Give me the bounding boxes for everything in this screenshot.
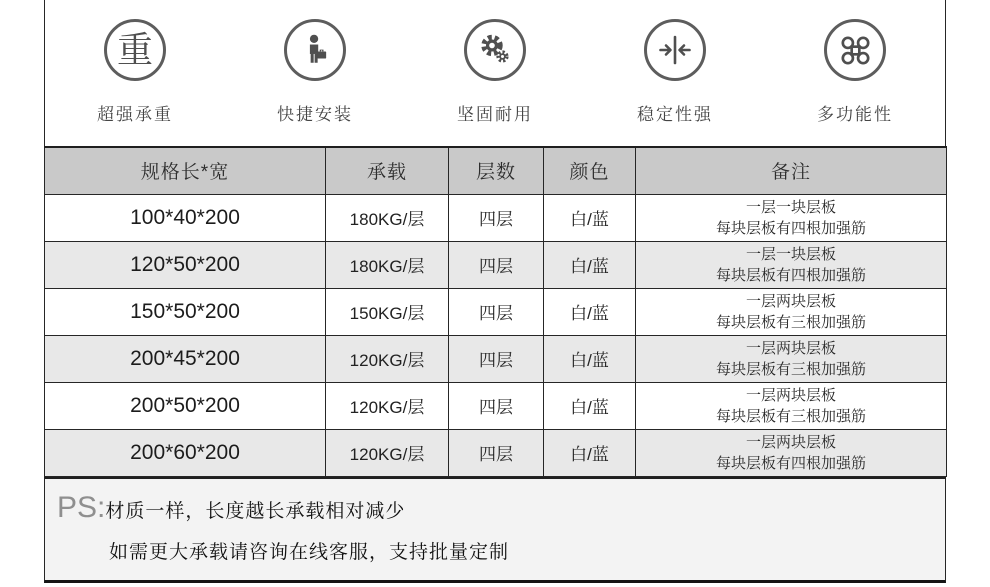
layers-cell: 四层 xyxy=(449,194,544,241)
note-cell xyxy=(636,335,947,382)
header-layers: 层数 xyxy=(449,147,544,194)
layers-cell: 四层 xyxy=(449,429,544,476)
ps-text-line2: 如需更大承载请咨询在线客服，支持批量定制 xyxy=(109,541,510,563)
ps-line1 xyxy=(57,491,931,524)
note-cell xyxy=(636,429,947,476)
command-icon xyxy=(824,19,886,81)
layers-cell: 四层 xyxy=(449,382,544,429)
layers-cell: 四层 xyxy=(449,335,544,382)
feature-label: 超强承重 xyxy=(97,105,173,124)
note-line2: 每块层板有三根加强筋 xyxy=(715,407,866,425)
feature-label: 快捷安装 xyxy=(277,105,353,124)
note-line1: 一层两块层板 xyxy=(745,386,836,404)
ps-note-box xyxy=(44,477,946,583)
note-line1: 一层两块层板 xyxy=(745,433,836,451)
note-line1: 一层两块层板 xyxy=(745,339,836,357)
layers-cell: 四层 xyxy=(449,241,544,288)
weight-glyph: 重 xyxy=(116,29,153,70)
color-cell: 白/蓝 xyxy=(544,429,636,476)
color-cell: 白/蓝 xyxy=(544,194,636,241)
feature-quick-install xyxy=(230,19,400,125)
table-row xyxy=(45,288,947,335)
table-header-row xyxy=(45,147,947,194)
note-line1: 一层一块层板 xyxy=(745,198,836,216)
note-line2: 每块层板有三根加强筋 xyxy=(715,313,866,331)
note-line2: 每块层板有四根加强筋 xyxy=(715,454,866,472)
load-cell: 150KG/层 xyxy=(326,288,449,335)
weight-icon xyxy=(104,19,166,81)
installer-icon xyxy=(284,19,346,81)
header-load: 承载 xyxy=(326,147,449,194)
spec-cell: 200*50*200 xyxy=(45,382,326,429)
product-spec-panel xyxy=(44,0,946,583)
note-line1: 一层两块层板 xyxy=(745,292,836,310)
spec-cell: 120*50*200 xyxy=(45,241,326,288)
color-cell: 白/蓝 xyxy=(544,335,636,382)
color-cell: 白/蓝 xyxy=(544,382,636,429)
load-cell: 120KG/层 xyxy=(326,429,449,476)
table-row xyxy=(45,382,947,429)
header-spec: 规格长*宽 xyxy=(45,147,326,194)
load-cell: 180KG/层 xyxy=(326,194,449,241)
spec-cell: 200*60*200 xyxy=(45,429,326,476)
feature-label: 稳定性强 xyxy=(637,105,713,124)
feature-multifunction xyxy=(770,19,940,125)
feature-strip xyxy=(44,0,946,146)
layers-cell: 四层 xyxy=(449,288,544,335)
load-cell: 120KG/层 xyxy=(326,335,449,382)
feature-label: 多功能性 xyxy=(817,105,893,124)
stability-icon xyxy=(644,19,706,81)
ps-prefix: PS: xyxy=(57,490,106,524)
note-line2: 每块层板有四根加强筋 xyxy=(715,219,866,237)
table-row xyxy=(45,335,947,382)
spec-table xyxy=(44,146,947,477)
ps-text-line1: 材质一样，长度越长承载相对减少 xyxy=(105,500,406,522)
spec-cell: 100*40*200 xyxy=(45,194,326,241)
color-cell: 白/蓝 xyxy=(544,288,636,335)
spec-cell: 150*50*200 xyxy=(45,288,326,335)
note-cell xyxy=(636,241,947,288)
header-note: 备注 xyxy=(636,147,947,194)
color-cell: 白/蓝 xyxy=(544,241,636,288)
gears-icon xyxy=(464,19,526,81)
feature-label: 坚固耐用 xyxy=(457,105,533,124)
load-cell: 120KG/层 xyxy=(326,382,449,429)
feature-durable xyxy=(410,19,580,125)
load-cell: 180KG/层 xyxy=(326,241,449,288)
table-row xyxy=(45,241,947,288)
note-cell xyxy=(636,288,947,335)
note-line2: 每块层板有四根加强筋 xyxy=(715,266,866,284)
note-cell xyxy=(636,194,947,241)
note-cell xyxy=(636,382,947,429)
spec-cell: 200*45*200 xyxy=(45,335,326,382)
header-color: 颜色 xyxy=(544,147,636,194)
table-row xyxy=(45,194,947,241)
note-line2: 每块层板有三根加强筋 xyxy=(715,360,866,378)
feature-load-bearing xyxy=(50,19,220,125)
note-line1: 一层一块层板 xyxy=(745,245,836,263)
table-row xyxy=(45,429,947,476)
feature-stability xyxy=(590,19,760,125)
